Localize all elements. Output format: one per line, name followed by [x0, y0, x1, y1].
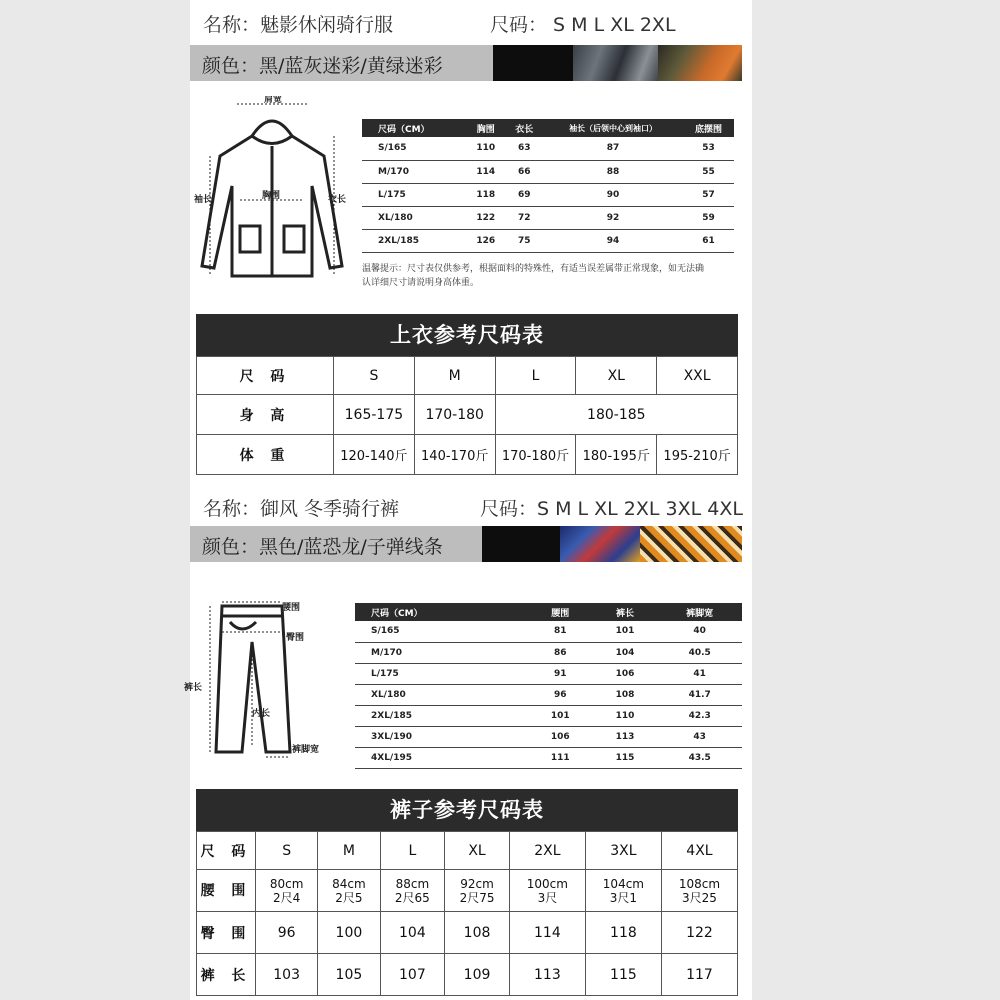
note-line-1: 温馨提示：尺寸表仅供参考，根据面料的特殊性，有适当误差属带正常现象，如无法确	[362, 264, 705, 274]
cell: 114	[466, 160, 505, 183]
cell: M/170	[355, 642, 528, 663]
cell	[256, 870, 318, 912]
pants-name: 名称：御风 冬季骑行裤	[203, 498, 400, 520]
table-row	[197, 912, 738, 954]
row-label-hip: 臀 围	[197, 912, 256, 954]
cell: 92	[543, 206, 683, 229]
swatch-blue-dinosaur	[560, 526, 640, 562]
cell: S/165	[355, 621, 528, 642]
pants-spec-header	[355, 603, 742, 621]
label-chest: 胸围	[262, 191, 281, 201]
table-row	[197, 870, 738, 912]
cell: 4XL	[661, 832, 737, 870]
cell: 86	[528, 642, 593, 663]
table-row	[362, 206, 734, 229]
cell: 90	[543, 183, 683, 206]
waist-cm: 80cm	[269, 876, 304, 891]
cell: 126	[466, 229, 505, 252]
cell: 113	[593, 726, 658, 747]
col-size: 尺码（CM）	[355, 603, 528, 621]
table-row	[362, 137, 734, 160]
row-label-weight: 体 重	[197, 435, 334, 475]
cell: XL/180	[362, 206, 466, 229]
cell: XL	[576, 357, 657, 395]
cell: XXL	[657, 357, 738, 395]
pants-ref-title: 裤子参考尺码表	[196, 789, 738, 831]
cell: 55	[683, 160, 734, 183]
cell: 180-185	[495, 395, 737, 435]
cell: 75	[505, 229, 543, 252]
label-inseam: 内长	[252, 709, 271, 719]
cell: 120-140斤	[334, 435, 415, 475]
swatch-black	[493, 45, 573, 81]
waist-chi: 2尺5	[335, 890, 363, 905]
swatch-blue-grey-camo	[573, 45, 658, 81]
table-row	[355, 663, 742, 684]
cell: 101	[593, 621, 658, 642]
pants-ref-table	[196, 831, 738, 996]
cell: 118	[466, 183, 505, 206]
cell: 4XL/195	[355, 747, 528, 768]
cell: 111	[528, 747, 593, 768]
cell: 81	[528, 621, 593, 642]
cell: S	[334, 357, 415, 395]
table-row	[197, 832, 738, 870]
cell: L	[380, 832, 445, 870]
table-row	[197, 954, 738, 996]
col-sleeve: 袖长（后领中心到袖口）	[543, 119, 683, 137]
cell: 43	[657, 726, 742, 747]
col-length: 裤长	[593, 603, 658, 621]
waist-chi: 3尺1	[609, 890, 638, 905]
waist-cm: 100cm	[526, 876, 568, 891]
table-row	[355, 621, 742, 642]
cell: 94	[543, 229, 683, 252]
jacket-colors: 颜色：黑/蓝灰迷彩/黄绿迷彩	[202, 55, 443, 77]
cell: XL/180	[355, 684, 528, 705]
cell: 110	[593, 705, 658, 726]
note-line-2: 认详细尺寸请说明身高体重。	[362, 278, 480, 288]
table-row	[355, 726, 742, 747]
label-waist: 腰围	[282, 603, 301, 613]
table-row	[355, 747, 742, 768]
waist-chi: 2尺75	[459, 890, 495, 905]
jacket-spec-header	[362, 119, 734, 137]
waist-cm: 92cm	[460, 876, 494, 891]
cell: 69	[505, 183, 543, 206]
cell: M/170	[362, 160, 466, 183]
cell: S/165	[362, 137, 466, 160]
size-note	[362, 262, 704, 290]
cell	[318, 870, 380, 912]
row-label-size: 尺 码	[197, 832, 256, 870]
cell: L/175	[362, 183, 466, 206]
label-length: 衣长	[328, 195, 347, 205]
cell: 40.5	[657, 642, 742, 663]
col-leg-width: 裤脚宽	[657, 603, 742, 621]
cell: 108	[593, 684, 658, 705]
cell: 91	[528, 663, 593, 684]
cell: 42.3	[657, 705, 742, 726]
table-row	[362, 183, 734, 206]
cell	[661, 870, 737, 912]
label-hip: 臀围	[286, 633, 305, 643]
cell: 53	[683, 137, 734, 160]
swatch-bullet-lines	[640, 526, 742, 562]
cell: 113	[509, 954, 585, 996]
table-row	[355, 705, 742, 726]
cell: 2XL/185	[355, 705, 528, 726]
table-row	[355, 642, 742, 663]
row-label-length: 裤 长	[197, 954, 256, 996]
label-shoulder: 肩宽	[264, 96, 283, 105]
table-row	[362, 160, 734, 183]
cell: 41	[657, 663, 742, 684]
cell: 114	[509, 912, 585, 954]
table-row	[197, 357, 738, 395]
cell: 118	[585, 912, 661, 954]
cell: 104	[380, 912, 445, 954]
cell: 2XL/185	[362, 229, 466, 252]
cell: 170-180斤	[495, 435, 576, 475]
cell: 96	[256, 912, 318, 954]
cell: 101	[528, 705, 593, 726]
cell: 109	[445, 954, 510, 996]
jacket-color-bar	[190, 45, 742, 81]
cell: 117	[661, 954, 737, 996]
cell	[445, 870, 510, 912]
label-sleeve: 袖长	[194, 195, 213, 205]
cell: 180-195斤	[576, 435, 657, 475]
jacket-name: 名称：魅影休闲骑行服	[203, 14, 394, 36]
cell: 72	[505, 206, 543, 229]
cell: S	[256, 832, 318, 870]
cell: M	[318, 832, 380, 870]
cell: 115	[585, 954, 661, 996]
cell: 2XL	[509, 832, 585, 870]
cell: 3XL	[585, 832, 661, 870]
col-hem: 底摆围	[683, 119, 734, 137]
cell: 195-210斤	[657, 435, 738, 475]
jacket-spec-table	[362, 119, 734, 253]
cell: L	[495, 357, 576, 395]
label-leg-width: 裤脚宽	[292, 745, 320, 755]
cell: 66	[505, 160, 543, 183]
col-length: 衣长	[505, 119, 543, 137]
waist-cm: 84cm	[332, 876, 366, 891]
cell: M	[414, 357, 495, 395]
col-size: 尺码（CM）	[362, 119, 466, 137]
pants-colors: 颜色：黑色/蓝恐龙/子弹线条	[202, 536, 443, 558]
cell	[380, 870, 445, 912]
cell: 40	[657, 621, 742, 642]
pants-diagram	[182, 592, 342, 772]
cell: 110	[466, 137, 505, 160]
cell: XL	[445, 832, 510, 870]
cell: 122	[466, 206, 505, 229]
cell: 115	[593, 747, 658, 768]
jacket-diagram	[192, 96, 352, 296]
cell: 43.5	[657, 747, 742, 768]
cell: 106	[593, 663, 658, 684]
cell: 106	[528, 726, 593, 747]
label-pants-length: 裤长	[184, 683, 203, 693]
pants-spec-table	[355, 603, 742, 769]
cell: 96	[528, 684, 593, 705]
waist-chi: 3尺	[537, 890, 558, 905]
cell: 100	[318, 912, 380, 954]
cell: 107	[380, 954, 445, 996]
table-row	[362, 229, 734, 252]
cell	[585, 870, 661, 912]
cell: 41.7	[657, 684, 742, 705]
cell: 59	[683, 206, 734, 229]
cell: 88	[543, 160, 683, 183]
cell: 103	[256, 954, 318, 996]
cell: 63	[505, 137, 543, 160]
waist-cm: 88cm	[395, 876, 430, 891]
cell: 104	[593, 642, 658, 663]
cell: 122	[661, 912, 737, 954]
jacket-ref-title: 上衣参考尺码表	[196, 314, 738, 356]
pants-color-bar	[190, 526, 742, 562]
cell: 105	[318, 954, 380, 996]
swatch-yellow-green-camo	[658, 45, 742, 81]
col-chest: 胸围	[466, 119, 505, 137]
waist-chi: 2尺4	[272, 890, 301, 905]
row-label-waist: 腰 围	[197, 870, 256, 912]
cell	[509, 870, 585, 912]
waist-chi: 3尺25	[682, 890, 717, 905]
table-row	[355, 684, 742, 705]
cell: 61	[683, 229, 734, 252]
cell: 57	[683, 183, 734, 206]
cell: 140-170斤	[414, 435, 495, 475]
cell: 165-175	[334, 395, 415, 435]
waist-chi: 2尺65	[394, 890, 430, 905]
swatch-black-pants	[482, 526, 560, 562]
pants-sizes: 尺码：S M L XL 2XL 3XL 4XL	[480, 498, 743, 520]
row-label-size: 尺 码	[197, 357, 334, 395]
table-row	[197, 395, 738, 435]
waist-cm: 104cm	[602, 876, 644, 891]
jacket-ref-table	[196, 356, 738, 475]
row-label-height: 身 高	[197, 395, 334, 435]
cell: 3XL/190	[355, 726, 528, 747]
col-waist: 腰围	[528, 603, 593, 621]
cell: 87	[543, 137, 683, 160]
jacket-sizes: 尺码： S M L XL 2XL	[490, 14, 676, 36]
cell: 170-180	[414, 395, 495, 435]
cell: L/175	[355, 663, 528, 684]
cell: 108	[445, 912, 510, 954]
waist-cm: 108cm	[678, 876, 721, 891]
table-row	[197, 435, 738, 475]
